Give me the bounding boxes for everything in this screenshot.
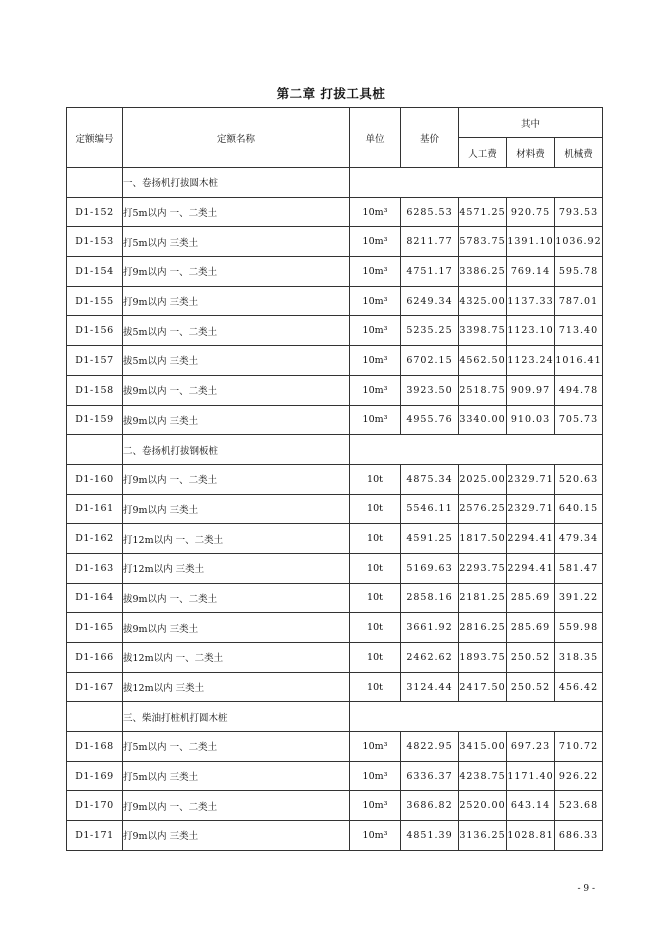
cell-material: 697.23	[507, 732, 555, 762]
table-row	[67, 405, 603, 435]
cell-labor: 3415.00	[459, 732, 507, 762]
cell-unit: 10m³	[350, 257, 401, 287]
cell-base-price: 4822.95	[401, 732, 459, 762]
table-row	[67, 494, 603, 524]
cell-machine: 640.15	[555, 494, 603, 524]
cell-material: 910.03	[507, 405, 555, 435]
cell-labor: 2816.25	[459, 613, 507, 643]
cell-material: 2329.71	[507, 494, 555, 524]
cell-code: D1-154	[67, 257, 123, 287]
cell-base-price: 4875.34	[401, 464, 459, 494]
cell-labor: 2025.00	[459, 464, 507, 494]
cell-base-price: 2858.16	[401, 583, 459, 613]
table-row	[67, 464, 603, 494]
cell-unit: 10m³	[350, 197, 401, 227]
quota-table	[66, 107, 603, 851]
cell-labor: 2293.75	[459, 553, 507, 583]
cell-labor: 4562.50	[459, 346, 507, 376]
cell-base-price: 5546.11	[401, 494, 459, 524]
cell-material: 2294.41	[507, 524, 555, 554]
header-among: 其中	[459, 108, 603, 138]
cell-labor: 5783.75	[459, 227, 507, 257]
header-name: 定额名称	[123, 108, 350, 168]
cell-material: 1137.33	[507, 286, 555, 316]
cell-machine: 318.35	[555, 643, 603, 673]
table-row	[67, 791, 603, 821]
cell-base-price: 6702.15	[401, 346, 459, 376]
cell-name: 打5m以内 一、二类土	[123, 197, 350, 227]
cell-base-price: 4591.25	[401, 524, 459, 554]
cell-machine: 713.40	[555, 316, 603, 346]
header-machine: 机械费	[555, 138, 603, 168]
cell-name: 打9m以内 一、二类土	[123, 257, 350, 287]
cell-code: D1-159	[67, 405, 123, 435]
page-title: 第二章 打拔工具桩	[276, 86, 386, 101]
cell-name: 拔9m以内 一、二类土	[123, 375, 350, 405]
cell-name: 打9m以内 一、二类土	[123, 791, 350, 821]
cell-machine: 787.01	[555, 286, 603, 316]
cell-machine: 705.73	[555, 405, 603, 435]
cell-name: 拔5m以内 三类土	[123, 346, 350, 376]
table-row	[67, 553, 603, 583]
cell-unit: 10m³	[350, 227, 401, 257]
cell-material: 1391.10	[507, 227, 555, 257]
cell-base-price: 8211.77	[401, 227, 459, 257]
table-row	[67, 257, 603, 287]
cell-labor: 3398.75	[459, 316, 507, 346]
cell-machine: 1036.92	[555, 227, 603, 257]
cell-base-price: 3124.44	[401, 672, 459, 702]
cell-code: D1-171	[67, 821, 123, 851]
table-row	[67, 761, 603, 791]
cell-labor: 4238.75	[459, 761, 507, 791]
header-code: 定额编号	[67, 108, 123, 168]
table-row	[67, 227, 603, 257]
table-row	[67, 375, 603, 405]
cell-unit: 10t	[350, 524, 401, 554]
cell-base-price: 4955.76	[401, 405, 459, 435]
cell-base-price: 6285.53	[401, 197, 459, 227]
cell-machine: 456.42	[555, 672, 603, 702]
cell-machine: 494.78	[555, 375, 603, 405]
cell-name: 打12m以内 一、二类土	[123, 524, 350, 554]
section-row	[67, 702, 603, 732]
table-row	[67, 643, 603, 673]
table-row	[67, 346, 603, 376]
cell-machine: 581.47	[555, 553, 603, 583]
cell-base-price: 3686.82	[401, 791, 459, 821]
section-title: 一、卷扬机打拔圆木桩	[123, 168, 350, 198]
cell-unit: 10m³	[350, 286, 401, 316]
cell-code: D1-160	[67, 464, 123, 494]
cell-base-price: 2462.62	[401, 643, 459, 673]
cell-name: 拔5m以内 一、二类土	[123, 316, 350, 346]
cell-machine: 1016.41	[555, 346, 603, 376]
section-empty-cell	[350, 702, 603, 732]
cell-base-price: 4851.39	[401, 821, 459, 851]
cell-material: 285.69	[507, 613, 555, 643]
cell-machine: 686.33	[555, 821, 603, 851]
cell-code: D1-155	[67, 286, 123, 316]
table-row	[67, 672, 603, 702]
cell-code: D1-170	[67, 791, 123, 821]
cell-labor: 4325.00	[459, 286, 507, 316]
cell-labor: 3136.25	[459, 821, 507, 851]
cell-name: 打9m以内 三类土	[123, 494, 350, 524]
cell-name: 打9m以内 三类土	[123, 286, 350, 316]
cell-code: D1-161	[67, 494, 123, 524]
table-row	[67, 197, 603, 227]
cell-material: 250.52	[507, 672, 555, 702]
cell-material: 920.75	[507, 197, 555, 227]
cell-unit: 10m³	[350, 732, 401, 762]
cell-name: 拔9m以内 三类土	[123, 405, 350, 435]
header-material: 材料费	[507, 138, 555, 168]
cell-machine: 595.78	[555, 257, 603, 287]
table-row	[67, 524, 603, 554]
cell-name: 打9m以内 一、二类土	[123, 464, 350, 494]
cell-labor: 2518.75	[459, 375, 507, 405]
cell-material: 1028.81	[507, 821, 555, 851]
cell-unit: 10m³	[350, 346, 401, 376]
cell-unit: 10t	[350, 494, 401, 524]
section-empty-cell	[67, 168, 123, 198]
cell-material: 250.52	[507, 643, 555, 673]
cell-unit: 10m³	[350, 791, 401, 821]
cell-labor: 1817.50	[459, 524, 507, 554]
cell-unit: 10m³	[350, 316, 401, 346]
cell-base-price: 5235.25	[401, 316, 459, 346]
cell-machine: 926.22	[555, 761, 603, 791]
cell-name: 拔9m以内 一、二类土	[123, 583, 350, 613]
cell-code: D1-158	[67, 375, 123, 405]
page-number: - 9 -	[577, 884, 595, 894]
section-row	[67, 435, 603, 465]
cell-machine: 391.22	[555, 583, 603, 613]
cell-name: 打5m以内 三类土	[123, 761, 350, 791]
cell-unit: 10t	[350, 672, 401, 702]
cell-unit: 10m³	[350, 761, 401, 791]
cell-machine: 523.68	[555, 791, 603, 821]
cell-material: 2294.41	[507, 553, 555, 583]
cell-name: 拔12m以内 三类土	[123, 672, 350, 702]
cell-name: 打12m以内 三类土	[123, 553, 350, 583]
cell-base-price: 4751.17	[401, 257, 459, 287]
cell-code: D1-169	[67, 761, 123, 791]
cell-machine: 710.72	[555, 732, 603, 762]
cell-unit: 10t	[350, 643, 401, 673]
cell-material: 1123.24	[507, 346, 555, 376]
cell-unit: 10t	[350, 553, 401, 583]
cell-code: D1-152	[67, 197, 123, 227]
cell-labor: 2576.25	[459, 494, 507, 524]
cell-unit: 10t	[350, 583, 401, 613]
cell-code: D1-167	[67, 672, 123, 702]
cell-base-price: 3923.50	[401, 375, 459, 405]
table-row	[67, 286, 603, 316]
section-title: 二、卷扬机打拔钢板桩	[123, 435, 350, 465]
table-row	[67, 613, 603, 643]
header-base-price: 基价	[401, 108, 459, 168]
cell-unit: 10t	[350, 464, 401, 494]
cell-labor: 3386.25	[459, 257, 507, 287]
cell-labor: 3340.00	[459, 405, 507, 435]
cell-code: D1-168	[67, 732, 123, 762]
cell-base-price: 6249.34	[401, 286, 459, 316]
header-unit: 单位	[350, 108, 401, 168]
header-labor: 人工费	[459, 138, 507, 168]
cell-unit: 10m³	[350, 405, 401, 435]
cell-machine: 520.63	[555, 464, 603, 494]
cell-labor: 2520.00	[459, 791, 507, 821]
cell-machine: 559.98	[555, 613, 603, 643]
section-row	[67, 168, 603, 198]
cell-material: 909.97	[507, 375, 555, 405]
cell-code: D1-156	[67, 316, 123, 346]
cell-material: 769.14	[507, 257, 555, 287]
cell-material: 643.14	[507, 791, 555, 821]
cell-material: 285.69	[507, 583, 555, 613]
cell-code: D1-162	[67, 524, 123, 554]
cell-material: 1171.40	[507, 761, 555, 791]
cell-unit: 10m³	[350, 375, 401, 405]
cell-name: 打5m以内 三类土	[123, 227, 350, 257]
table-row	[67, 821, 603, 851]
cell-code: D1-157	[67, 346, 123, 376]
table-row	[67, 316, 603, 346]
cell-code: D1-163	[67, 553, 123, 583]
cell-base-price: 6336.37	[401, 761, 459, 791]
section-title: 三、柴油打桩机打圆木桩	[123, 702, 350, 732]
cell-name: 拔12m以内 一、二类土	[123, 643, 350, 673]
cell-labor: 4571.25	[459, 197, 507, 227]
cell-name: 打5m以内 一、二类土	[123, 732, 350, 762]
cell-labor: 2417.50	[459, 672, 507, 702]
cell-labor: 2181.25	[459, 583, 507, 613]
cell-code: D1-165	[67, 613, 123, 643]
cell-name: 拔9m以内 三类土	[123, 613, 350, 643]
cell-material: 1123.10	[507, 316, 555, 346]
table-row	[67, 583, 603, 613]
cell-unit: 10m³	[350, 821, 401, 851]
cell-labor: 1893.75	[459, 643, 507, 673]
cell-name: 打9m以内 三类土	[123, 821, 350, 851]
section-empty-cell	[67, 435, 123, 465]
cell-material: 2329.71	[507, 464, 555, 494]
table-row	[67, 732, 603, 762]
cell-code: D1-164	[67, 583, 123, 613]
cell-code: D1-166	[67, 643, 123, 673]
cell-unit: 10t	[350, 613, 401, 643]
table-body	[67, 168, 603, 851]
cell-base-price: 3661.92	[401, 613, 459, 643]
cell-code: D1-153	[67, 227, 123, 257]
section-empty-cell	[350, 435, 603, 465]
section-empty-cell	[350, 168, 603, 198]
cell-machine: 793.53	[555, 197, 603, 227]
cell-base-price: 5169.63	[401, 553, 459, 583]
cell-machine: 479.34	[555, 524, 603, 554]
section-empty-cell	[67, 702, 123, 732]
